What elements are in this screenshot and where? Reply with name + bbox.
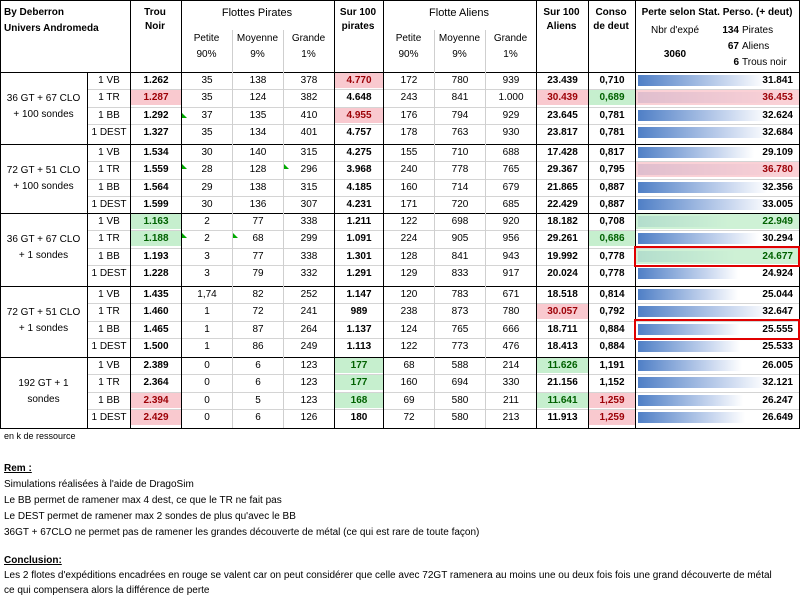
alien-grande-cell: 666	[502, 323, 520, 335]
pirate-petite-cell: 28	[201, 164, 213, 176]
alien-grande-cell: 679	[502, 181, 520, 193]
perte-cell: 32.624	[762, 109, 793, 121]
perte-cell: 33.005	[762, 198, 793, 210]
pirate-petite-cell: 37	[201, 109, 213, 121]
trou-noir-cell: 1.262	[143, 75, 169, 86]
alien-grande-cell: 671	[502, 289, 520, 300]
pirate-moyenne-cell: 5	[255, 394, 261, 406]
pirate-petite-cell: 35	[201, 75, 213, 86]
alien-grande-cell: 929	[502, 109, 520, 121]
alien-petite-cell: 122	[400, 216, 418, 227]
conso-deut-cell: 0,814	[599, 289, 625, 300]
alien-petite-cell: 160	[400, 181, 418, 193]
alien-moyenne-cell: 588	[451, 360, 469, 371]
unit-note: en k de ressource	[4, 431, 76, 441]
pirate-grande-cell: 378	[300, 75, 318, 86]
perte-cell: 32.647	[762, 306, 793, 318]
conso-deut-cell: 0,887	[599, 181, 625, 193]
alien-moyenne-cell: 720	[451, 198, 469, 210]
alien-petite-cell: 128	[400, 250, 418, 262]
pirate-grande-cell: 252	[300, 289, 318, 300]
rem-line: Le BB permet de ramener max 4 dest, ce que le TR ne fait pas	[4, 495, 282, 506]
alien-sub-header: Grande	[493, 33, 528, 44]
perte-cell: 24.924	[762, 267, 793, 279]
perte-cell: 32.356	[762, 181, 793, 193]
alien-sub-pct: 9%	[452, 49, 467, 60]
sur100-pirates-cell: 177	[335, 358, 383, 373]
universe-label: Univers Andromeda	[4, 23, 99, 34]
type-cell: 1 TR	[98, 92, 120, 104]
alien-grande-cell: 214	[502, 360, 520, 371]
alien-moyenne-cell: 698	[451, 216, 469, 227]
trou-noir-cell: 1.292	[143, 109, 169, 121]
conso-deut-cell: 0,884	[599, 340, 625, 352]
pirate-petite-cell: 30	[201, 198, 213, 210]
alien-moyenne-cell: 783	[451, 289, 469, 300]
conso-deut-cell: 0,887	[599, 198, 625, 210]
alien-petite-cell: 120	[400, 289, 418, 300]
trou-noir-cell: 1.500	[143, 340, 169, 352]
pirate-grande-cell: 123	[300, 394, 318, 406]
alien-petite-cell: 171	[400, 198, 418, 210]
alien-petite-cell: 178	[400, 126, 418, 138]
alien-moyenne-cell: 580	[451, 394, 469, 406]
sur100-pirates-cell: 4.185	[346, 181, 372, 193]
pirate-petite-cell: 3	[204, 267, 210, 279]
sur100-pirates-cell: 1.147	[346, 289, 372, 300]
alien-petite-cell: 124	[400, 323, 418, 335]
alien-moyenne-cell: 694	[451, 377, 469, 389]
sur100-aliens-cell: 11.913	[547, 411, 578, 423]
conso-deut-cell: 1,191	[599, 360, 625, 371]
alien-moyenne-cell: 794	[451, 109, 469, 121]
pirate-petite-cell: 0	[204, 360, 210, 371]
sur100-pirates-cell: 1.211	[346, 216, 372, 227]
alien-petite-cell: 129	[400, 267, 418, 279]
type-cell: 1 VB	[98, 75, 120, 86]
pirate-grande-cell: 123	[300, 377, 318, 389]
perte-cell: 30.294	[762, 233, 793, 245]
pirate-grande-cell: 332	[300, 267, 318, 279]
pirate-sub-pct: 90%	[196, 49, 217, 60]
perte-cell: 25.044	[762, 289, 793, 300]
stat-label: Aliens	[742, 41, 770, 52]
perte-cell: 25.555	[762, 323, 793, 335]
sur100-aliens-cell: 23.439	[547, 75, 578, 86]
conso-deut-cell: 0,708	[599, 216, 625, 227]
pirate-moyenne-cell: 124	[249, 92, 267, 104]
pirate-sub-header: Petite	[193, 33, 220, 44]
trou-noir-cell: 1.534	[143, 147, 169, 158]
rem-line: 36GT + 67CLO ne permet pas de ramener les grandes découverte de métal (ce qui est rare de toute façon)	[4, 527, 480, 538]
alien-petite-cell: 240	[400, 164, 418, 176]
group-label-line: + 100 sondes	[13, 108, 74, 120]
type-cell: 1 DEST	[91, 198, 127, 210]
alien-moyenne-cell: 773	[451, 340, 469, 352]
type-cell: 1 DEST	[91, 411, 127, 423]
sur100-pirates-header: Sur 100 pirates	[339, 7, 377, 32]
sur100-aliens-cell: 30.439	[537, 90, 588, 105]
alien-grande-cell: 956	[502, 233, 520, 245]
sur100-pirates-cell: 1.301	[346, 250, 372, 262]
trou-noir-cell: 2.389	[143, 360, 169, 371]
pirate-grande-cell: 249	[300, 340, 318, 352]
sur100-aliens-cell: 19.992	[547, 250, 578, 262]
nbr-expe-value: 3060	[663, 49, 687, 60]
pirate-moyenne-cell: 6	[255, 360, 261, 371]
header-divider	[0, 0, 800, 1]
alien-sub-header: Petite	[395, 33, 422, 44]
alien-petite-cell: 243	[400, 92, 418, 104]
pirate-petite-cell: 29	[201, 181, 213, 193]
pirate-grande-cell: 315	[300, 181, 318, 193]
group-label-line: + 1 sondes	[18, 249, 69, 261]
pirate-moyenne-cell: 140	[249, 147, 267, 158]
conso-deut-cell: 0,710	[599, 75, 625, 86]
alien-moyenne-cell: 580	[451, 411, 469, 423]
trou-noir-cell: 2.394	[131, 393, 181, 408]
alien-grande-cell: 943	[502, 250, 520, 262]
pirate-moyenne-cell: 77	[252, 216, 264, 227]
alien-petite-cell: 172	[400, 75, 418, 86]
stat-value: 67	[727, 41, 739, 52]
group-label-line: + 100 sondes	[13, 180, 74, 192]
perte-cell: 32.684	[762, 126, 793, 138]
pirate-moyenne-cell: 6	[255, 411, 261, 423]
conso-deut-cell: 0,689	[589, 90, 635, 105]
pirate-moyenne-cell: 68	[252, 233, 264, 245]
group-label-line: 36 GT + 67 CLO	[6, 92, 81, 104]
sur100-aliens-cell: 11.641	[537, 393, 588, 408]
sur100-pirates-cell: 177	[335, 375, 383, 390]
trou-noir-cell: 1.559	[143, 164, 169, 176]
pirate-moyenne-cell: 138	[249, 75, 267, 86]
pirate-petite-cell: 35	[201, 126, 213, 138]
type-cell: 1 TR	[98, 306, 120, 318]
alien-moyenne-cell: 873	[451, 306, 469, 318]
alien-grande-cell: 688	[502, 147, 520, 158]
group-label-line: 192 GT + 1	[18, 377, 69, 389]
trou-noir-header: Trou Noir	[144, 7, 166, 32]
trou-noir-cell: 1.599	[143, 198, 169, 210]
alien-grande-cell: 917	[502, 267, 520, 279]
conso-deut-cell: 0,884	[599, 323, 625, 335]
perte-cell: 22.949	[762, 216, 793, 227]
perte-cell: 32.121	[762, 377, 793, 389]
trou-noir-cell: 1.564	[143, 181, 169, 193]
sur100-aliens-cell: 18.518	[547, 289, 578, 300]
group-label	[0, 232, 87, 264]
alien-petite-cell: 122	[400, 340, 418, 352]
sur100-pirates-cell: 180	[350, 411, 368, 423]
alien-petite-cell: 69	[403, 394, 415, 406]
alien-petite-cell: 72	[403, 411, 415, 423]
pirate-petite-cell: 1,74	[197, 289, 217, 300]
type-cell: 1 BB	[98, 323, 120, 335]
type-cell: 1 VB	[98, 216, 120, 227]
type-cell: 1 DEST	[91, 340, 127, 352]
type-cell: 1 BB	[98, 250, 120, 262]
sur100-pirates-cell: 4.231	[346, 198, 372, 210]
pirate-grande-cell: 315	[300, 147, 318, 158]
trou-noir-cell: 2.364	[143, 377, 169, 389]
flottes-pirates-header: Flottes Pirates	[221, 7, 293, 19]
group-divider	[0, 428, 800, 429]
pirate-moyenne-cell: 86	[252, 340, 264, 352]
pirate-grande-cell: 126	[300, 411, 318, 423]
pirate-petite-cell: 0	[204, 394, 210, 406]
pirate-sub-header: Moyenne	[236, 33, 279, 44]
perte-cell: 26.649	[762, 411, 793, 423]
alien-petite-cell: 68	[403, 360, 415, 371]
type-cell: 1 TR	[98, 377, 120, 389]
alien-grande-cell: 685	[502, 198, 520, 210]
sur100-aliens-cell: 20.024	[547, 267, 578, 279]
alien-grande-cell: 780	[502, 306, 520, 318]
group-label	[0, 376, 87, 408]
author-label: By Deberron	[4, 7, 65, 18]
pirate-moyenne-cell: 128	[249, 164, 267, 176]
stat-value: 134	[722, 25, 739, 36]
alien-moyenne-cell: 765	[451, 323, 469, 335]
trou-noir-cell: 1.163	[131, 214, 181, 229]
sur100-pirates-cell: 4.770	[335, 73, 383, 88]
sur100-pirates-cell: 989	[350, 306, 368, 318]
alien-petite-cell: 176	[400, 109, 418, 121]
trou-noir-cell: 1.465	[143, 323, 169, 335]
alien-moyenne-cell: 714	[451, 181, 469, 193]
pirate-petite-cell: 30	[201, 147, 213, 158]
trou-noir-cell: 1.327	[143, 126, 169, 138]
pirate-grande-cell: 401	[300, 126, 318, 138]
alien-sub-pct: 90%	[398, 49, 419, 60]
alien-petite-cell: 160	[400, 377, 418, 389]
flotte-aliens-header: Flotte Aliens	[429, 7, 489, 19]
alien-moyenne-cell: 905	[451, 233, 469, 245]
highlight-box	[634, 319, 800, 340]
sur100-pirates-cell: 3.968	[346, 164, 372, 176]
pirate-moyenne-cell: 87	[252, 323, 264, 335]
type-cell: 1 VB	[98, 289, 120, 300]
group-label-line: 72 GT + 51 CLO	[6, 306, 81, 318]
nbr-expe-label: Nbr d'expé	[650, 25, 700, 36]
pirate-petite-cell: 3	[204, 250, 210, 262]
sur100-pirates-cell: 4.955	[335, 108, 383, 123]
pirate-grande-cell: 299	[300, 233, 318, 245]
trou-noir-cell: 2.429	[131, 410, 181, 425]
sur100-aliens-cell: 29.261	[547, 233, 578, 245]
conclusion-title: Conclusion:	[4, 555, 62, 566]
perte-header: Perte selon Stat. Perso. (+ deut)	[641, 7, 793, 18]
column-divider	[0, 0, 1, 428]
trou-noir-cell: 1.188	[131, 231, 181, 246]
sur100-pirates-cell: 4.757	[346, 126, 372, 138]
conso-deut-cell: 1,259	[589, 393, 635, 408]
sur100-aliens-cell: 30.057	[537, 304, 588, 319]
sur100-aliens-cell: 17.428	[547, 147, 578, 158]
perte-cell: 25.533	[762, 340, 793, 352]
alien-petite-cell: 238	[400, 306, 418, 318]
trou-noir-cell: 1.193	[143, 250, 169, 262]
sur100-pirates-cell: 168	[335, 393, 383, 408]
pirate-grande-cell: 410	[300, 109, 318, 121]
group-label-line: 36 GT + 67 CLO	[6, 233, 81, 245]
stat-label: Pirates	[742, 25, 774, 36]
pirate-moyenne-cell: 138	[249, 181, 267, 193]
sur100-aliens-cell: 18.413	[547, 340, 578, 352]
alien-petite-cell: 224	[400, 233, 418, 245]
pirate-moyenne-cell: 79	[252, 267, 264, 279]
rem-line: Simulations réalisées à l'aide de DragoSim	[4, 479, 194, 490]
alien-grande-cell: 330	[502, 377, 520, 389]
alien-moyenne-cell: 778	[451, 164, 469, 176]
group-label	[0, 305, 87, 337]
stat-value: 6	[733, 57, 739, 68]
alien-grande-cell: 211	[503, 394, 519, 406]
type-cell: 1 BB	[98, 181, 120, 193]
sur100-aliens-header: Sur 100 Aliens	[543, 7, 580, 32]
pirate-petite-cell: 1	[204, 340, 210, 352]
sur100-pirates-cell: 1.137	[346, 323, 372, 335]
pirate-moyenne-cell: 82	[252, 289, 264, 300]
stat-label: Trous noir	[742, 57, 787, 68]
alien-moyenne-cell: 710	[451, 147, 469, 158]
sur100-aliens-cell: 22.429	[547, 198, 578, 210]
trou-noir-cell: 1.460	[143, 306, 169, 318]
pirate-petite-cell: 35	[201, 92, 213, 104]
conso-deut-cell: 0,792	[599, 306, 625, 318]
sur100-aliens-cell: 21.156	[547, 377, 578, 389]
pirate-moyenne-cell: 134	[249, 126, 267, 138]
pirate-moyenne-cell: 6	[255, 377, 261, 389]
sur100-aliens-cell: 18.711	[547, 323, 578, 335]
pirate-moyenne-cell: 72	[252, 306, 264, 318]
alien-grande-cell: 930	[502, 126, 520, 138]
alien-grande-cell: 213	[502, 411, 520, 423]
sur100-pirates-cell: 4.648	[346, 92, 372, 104]
sur100-pirates-cell: 1.113	[346, 340, 372, 352]
perte-cell: 26.247	[762, 394, 793, 406]
alien-grande-cell: 920	[502, 216, 520, 227]
alien-sub-header: Moyenne	[438, 33, 481, 44]
sur100-aliens-cell: 18.182	[547, 216, 578, 227]
conso-deut-cell: 1,259	[589, 410, 635, 425]
type-cell: 1 DEST	[91, 126, 127, 138]
alien-moyenne-cell: 841	[451, 92, 469, 104]
sur100-pirates-cell: 1.091	[346, 233, 372, 245]
conso-deut-cell: 0,781	[599, 126, 625, 138]
type-cell: 1 DEST	[91, 267, 127, 279]
alien-grande-cell: 476	[502, 340, 520, 352]
conso-deut-cell: 0,778	[599, 250, 625, 262]
group-label	[0, 163, 87, 195]
pirate-sub-pct: 9%	[250, 49, 265, 60]
pirate-petite-cell: 0	[204, 377, 210, 389]
perte-cell: 36.453	[762, 92, 793, 104]
conso-deut-cell: 0,686	[589, 231, 635, 246]
highlight-box	[634, 246, 800, 267]
pirate-petite-cell: 1	[204, 323, 210, 335]
alien-grande-cell: 765	[502, 164, 520, 176]
trou-noir-cell: 1.435	[143, 289, 169, 300]
pirate-grande-cell: 241	[300, 306, 318, 318]
type-cell: 1 TR	[98, 164, 120, 176]
group-label-line: 72 GT + 51 CLO	[6, 164, 81, 176]
trou-noir-cell: 1.228	[143, 267, 169, 279]
perte-cell: 31.841	[762, 75, 793, 86]
perte-cell: 29.109	[762, 147, 793, 158]
perte-cell: 26.005	[762, 360, 793, 371]
sur100-aliens-cell: 11.626	[537, 358, 588, 373]
pirate-petite-cell: 1	[204, 306, 210, 318]
pirate-sub-header: Grande	[291, 33, 326, 44]
pirate-moyenne-cell: 135	[249, 109, 267, 121]
pirate-grande-cell: 296	[300, 164, 318, 176]
pirate-moyenne-cell: 77	[252, 250, 264, 262]
pirate-moyenne-cell: 136	[249, 198, 267, 210]
conso-deut-cell: 0,778	[599, 267, 625, 279]
conso-deut-header: Conso de deut	[593, 7, 629, 32]
conso-deut-cell: 0,817	[599, 147, 625, 158]
type-cell: 1 VB	[98, 360, 120, 371]
pirate-grande-cell: 307	[300, 198, 318, 210]
pirate-petite-cell: 0	[204, 411, 210, 423]
alien-petite-cell: 155	[400, 147, 418, 158]
group-label-line: + 1 sondes	[18, 322, 69, 334]
sur100-pirates-cell: 1.291	[346, 267, 372, 279]
alien-moyenne-cell: 841	[451, 250, 469, 262]
sur100-aliens-cell: 21.865	[547, 181, 578, 193]
alien-moyenne-cell: 833	[451, 267, 469, 279]
alien-grande-cell: 939	[502, 75, 520, 86]
conso-deut-cell: 0,795	[599, 164, 625, 176]
rem-title: Rem :	[4, 463, 32, 474]
pirate-grande-cell: 338	[300, 216, 318, 227]
sur100-aliens-cell: 23.645	[547, 109, 578, 121]
perte-cell: 36.780	[762, 164, 793, 176]
pirate-grande-cell: 382	[300, 92, 318, 104]
pirate-sub-pct: 1%	[301, 49, 316, 60]
rem-line: Le DEST permet de ramener max 2 sondes de plus qu'avec le BB	[4, 511, 296, 522]
type-cell: 1 VB	[98, 147, 120, 158]
conclusion-line: ce qui compensera alors la différence de perte	[4, 585, 210, 596]
sur100-aliens-cell: 23.817	[547, 126, 578, 138]
alien-sub-pct: 1%	[503, 49, 518, 60]
perte-cell: 24.677	[762, 250, 793, 262]
alien-grande-cell: 1.000	[498, 92, 524, 104]
pirate-grande-cell: 123	[300, 360, 318, 371]
group-label	[0, 91, 87, 123]
pirate-petite-cell: 2	[204, 216, 210, 227]
type-cell: 1 BB	[98, 394, 120, 406]
pirate-grande-cell: 264	[300, 323, 318, 335]
conclusion-line: Les 2 flotes d'expéditions encadrées en rouge se valent car on peut considérer que celle avec 72GT ramenera au moins une ou deux fois fois une grand découverte de métal	[4, 570, 772, 581]
type-cell: 1 BB	[98, 109, 120, 121]
alien-moyenne-cell: 780	[451, 75, 469, 86]
sur100-aliens-cell: 29.367	[547, 164, 578, 176]
group-label-line: sondes	[27, 393, 60, 405]
conso-deut-cell: 0,781	[599, 109, 625, 121]
sur100-pirates-cell: 4.275	[346, 147, 372, 158]
type-cell: 1 TR	[98, 233, 120, 245]
pirate-grande-cell: 338	[300, 250, 318, 262]
pirate-petite-cell: 2	[204, 233, 210, 245]
alien-moyenne-cell: 763	[451, 126, 469, 138]
trou-noir-cell: 1.287	[131, 90, 181, 105]
conso-deut-cell: 1,152	[599, 377, 625, 389]
